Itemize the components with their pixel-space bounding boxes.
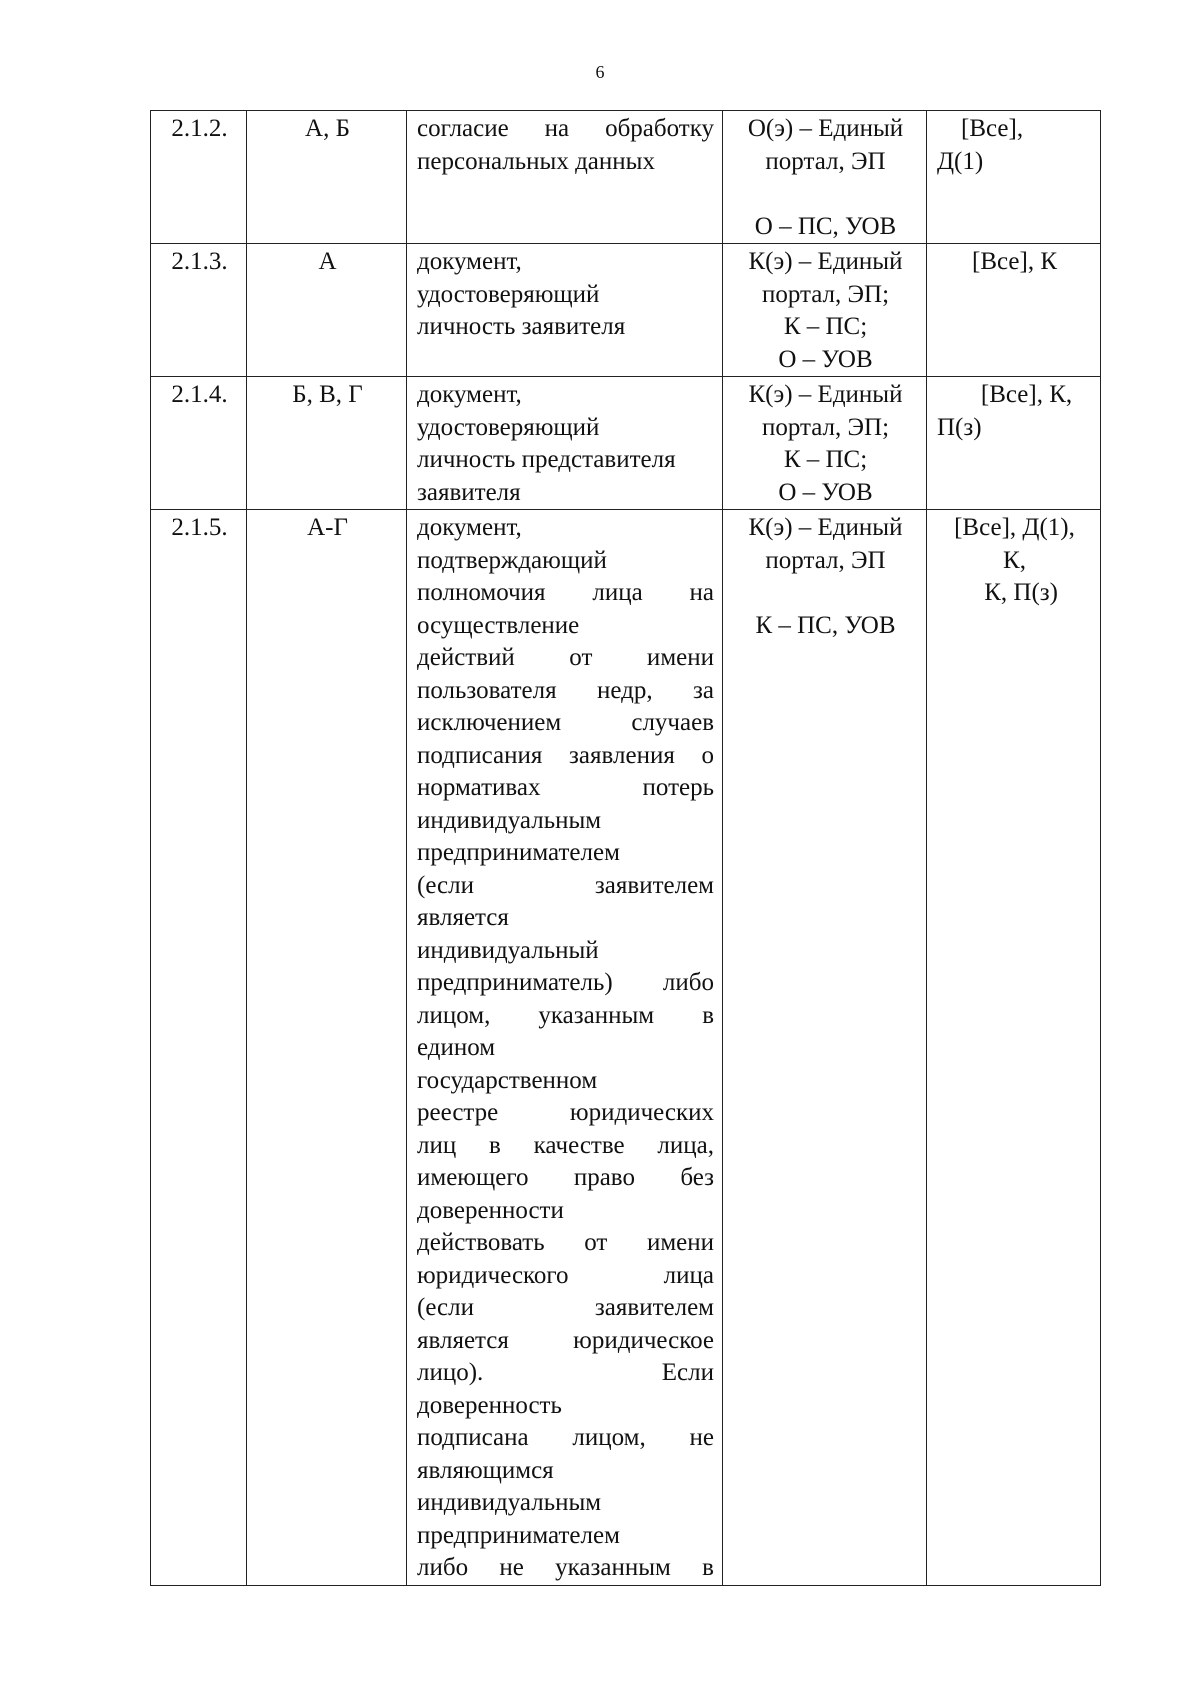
description-line: доверенности: [417, 1196, 564, 1224]
method-line: К – ПС, УОВ: [755, 611, 896, 639]
description-line: личность заявителя: [417, 313, 626, 340]
document-description: [407, 244, 723, 377]
requirements-notes: [927, 510, 1101, 1586]
applicant-categories: А: [247, 244, 407, 377]
description-line: является: [417, 904, 509, 931]
method-line: О(э) – Единый: [747, 115, 904, 142]
method-line: О – УОВ: [778, 345, 873, 373]
description-line: индивидуальный: [417, 936, 599, 964]
description-line: удостоверяющий: [417, 280, 600, 308]
description-line: лицом, указанным в: [417, 1001, 714, 1029]
description-line: лиц в качестве лица,: [417, 1131, 714, 1159]
notes-line: П(з): [937, 413, 982, 441]
description-line: реестре юридических: [417, 1099, 714, 1126]
description-line: удостоверяющий: [417, 413, 600, 441]
applicant-categories: А, Б: [247, 111, 407, 244]
description-line: предпринимателем: [417, 1521, 620, 1549]
description-line: предпринимателем: [417, 839, 620, 866]
description-line: имеющего право без: [417, 1164, 714, 1191]
description-line: заявителя: [417, 478, 521, 506]
description-line: персональных данных: [417, 147, 655, 175]
page-number: 6: [595, 62, 605, 82]
applicant-categories: А-Г: [247, 510, 407, 1586]
method-line: [733, 178, 918, 211]
description-line: пользователя недр, за: [417, 676, 714, 704]
description-line: государственном: [417, 1066, 598, 1094]
documents-table: [150, 110, 1101, 1586]
item-number: 2.1.4.: [151, 377, 247, 510]
table-row: [151, 111, 1101, 244]
method-line: К – ПС;: [783, 313, 868, 340]
document-description: [407, 510, 723, 1586]
notes-line: К,: [1003, 546, 1026, 574]
description-line: доверенность: [417, 1391, 562, 1419]
description-line: действий от имени: [417, 644, 714, 671]
description-line: исключением случаев: [417, 709, 714, 736]
description-line: подтверждающий: [417, 546, 607, 574]
table-row: [151, 244, 1101, 377]
requirements-notes: [927, 377, 1101, 510]
description-line: документ,: [417, 514, 522, 541]
document-description: [407, 377, 723, 510]
description-line: едином: [417, 1034, 496, 1061]
method-line: портал, ЭП: [765, 546, 886, 574]
notes-line: [Все],: [961, 115, 1024, 142]
notes-line: [Все], Д(1),: [954, 514, 1075, 541]
description-line: индивидуальным: [417, 806, 602, 834]
description-line: (если заявителем: [417, 1294, 714, 1321]
description-line: является юридическое: [417, 1326, 714, 1354]
table-row: [151, 377, 1101, 510]
description-line: индивидуальным: [417, 1489, 602, 1516]
method-line: К(э) – Единый: [748, 514, 903, 541]
description-line: (если заявителем: [417, 871, 714, 899]
description-line: являющимся: [417, 1456, 554, 1484]
description-line: осуществление: [417, 611, 580, 639]
description-line: полномочия лица на: [417, 579, 714, 606]
document-description: [407, 111, 723, 244]
method-line: К – ПС;: [783, 446, 868, 473]
method-line: портал, ЭП;: [761, 280, 890, 308]
description-line: согласие на обработку: [417, 115, 714, 142]
method-line: О – УОВ: [778, 478, 873, 506]
submission-method: [723, 510, 927, 1586]
notes-line: [Все], К: [972, 248, 1057, 275]
notes-line: К, П(з): [984, 579, 1058, 606]
description-line: личность представителя: [417, 446, 676, 473]
method-line: К(э) – Единый: [748, 248, 903, 275]
requirements-notes: [927, 111, 1101, 244]
description-line: действовать от имени: [417, 1229, 714, 1256]
submission-method: [723, 377, 927, 510]
submission-method: [723, 244, 927, 377]
item-number: 2.1.5.: [151, 510, 247, 1586]
description-line: юридического лица: [417, 1261, 714, 1289]
method-line: [733, 577, 918, 610]
method-line: К(э) – Единый: [748, 381, 903, 408]
submission-method: [723, 111, 927, 244]
table-row: [151, 510, 1101, 1586]
method-line: портал, ЭП;: [761, 413, 890, 441]
method-line: О – ПС, УОВ: [754, 212, 897, 240]
item-number: 2.1.2.: [151, 111, 247, 244]
applicant-categories: Б, В, Г: [247, 377, 407, 510]
method-line: портал, ЭП: [765, 147, 886, 175]
description-line: документ,: [417, 248, 522, 275]
notes-line: Д(1): [937, 147, 984, 175]
item-number: 2.1.3.: [151, 244, 247, 377]
description-line: документ,: [417, 381, 522, 408]
description-line: лицо). Если: [417, 1359, 714, 1386]
description-line: предприниматель) либо: [417, 969, 714, 996]
requirements-notes: [927, 244, 1101, 377]
description-line: подписания заявления о: [417, 741, 714, 769]
description-line: подписана лицом, не: [417, 1424, 714, 1451]
notes-line: [Все], К,: [980, 381, 1073, 408]
description-line: нормативах потерь: [417, 774, 714, 801]
description-line: либо не указанным в: [417, 1554, 714, 1581]
